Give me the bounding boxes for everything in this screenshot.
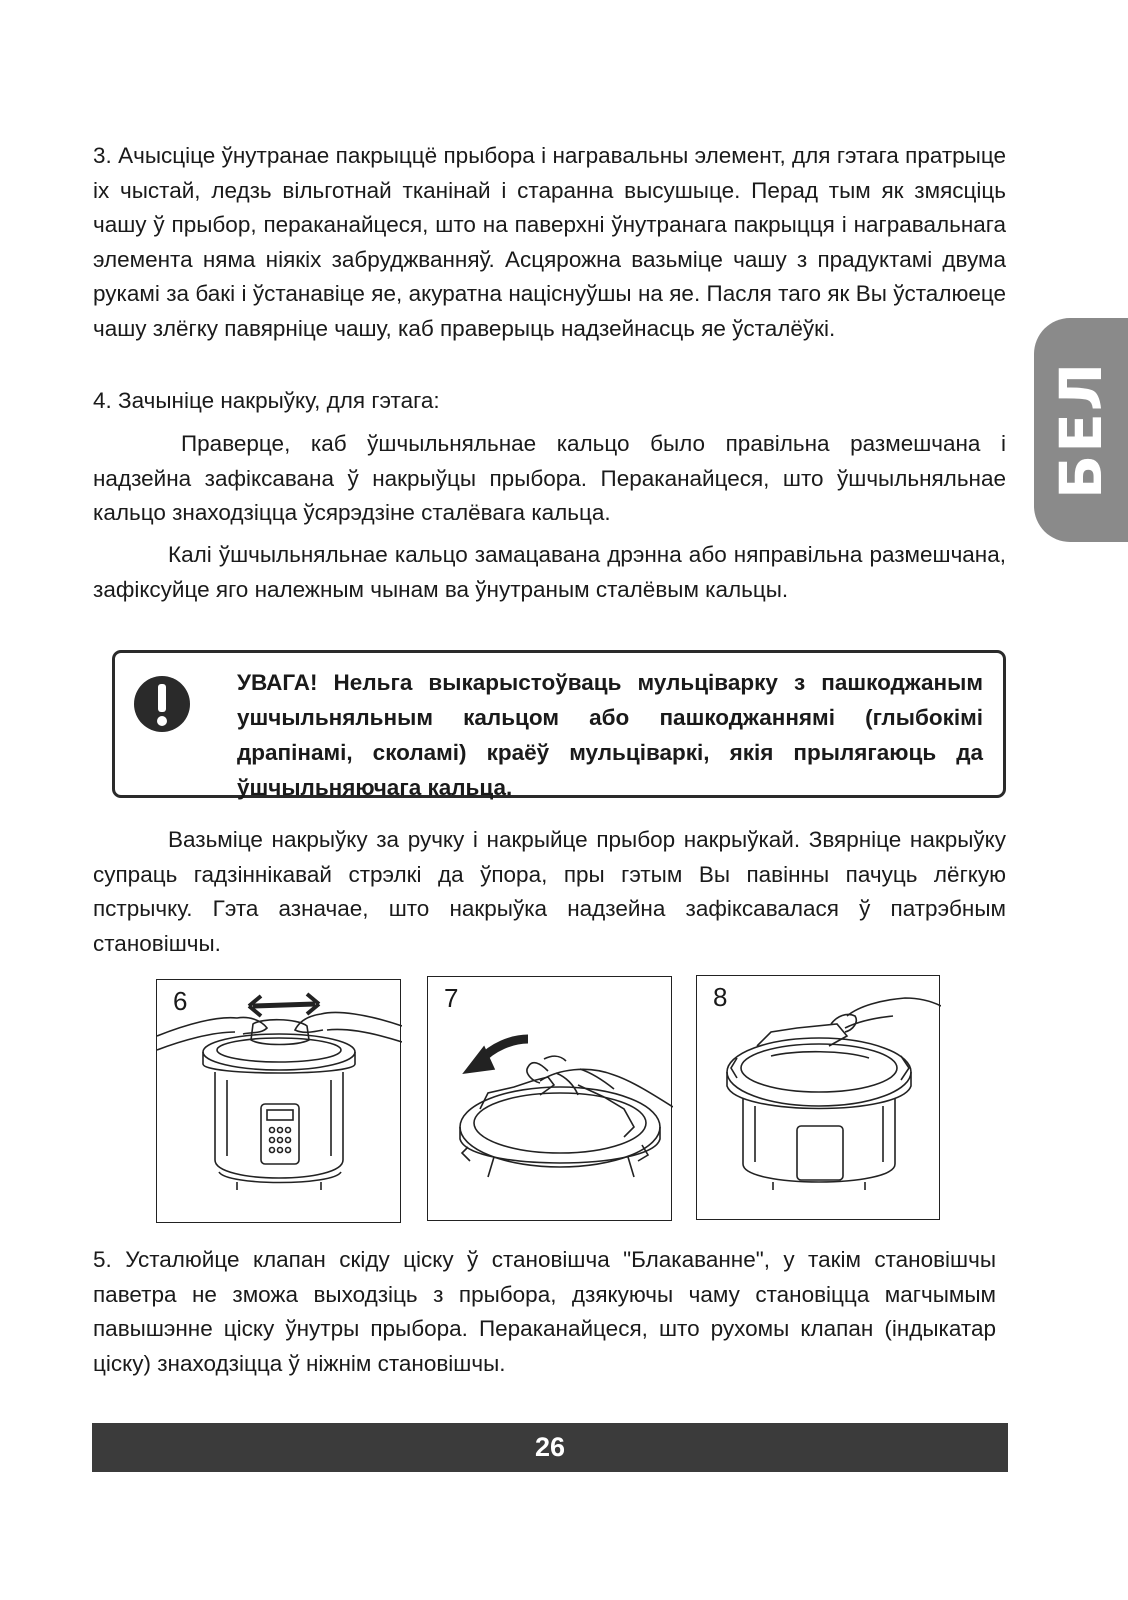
paragraph-step-5: 5. Усталюйце клапан скіду ціску ў становішча "Блакаванне", у такім становішчы паветра не зможа выходзіць з прыбора, дзякуючы чаму становіцца магчымым павышэнне ціску ўнутры прыбора. Пераканайцеся, што рухомы клапан (індыкатар ціску) знаходзіцца ў ніжнім становішчы. xyxy=(93,1247,996,1376)
paragraph-step-3: 3. Ачысціце ўнутранае пакрыццё прыбора і награвальны элемент, для гэтага пратрыце іх чыстай, ледзь вільготнай тканінай і старанна высушыце. Перад тым як змясціць чашу ў прыбор, пераканайцеся, што на паверхні ўнутранага пакрыцця і награвальнага элемента няма ніякіх забруджванняў. Асцярожна вазьміце чашу з прадуктамі двума рукамі за бакі і ўстанавіце яе, акуратна націснуўшы на яе. Пасля таго як Вы ўсталюеце чашу злёгку павярніце чашу, каб праверыць надзейнасць яе ўсталёўкі. xyxy=(93,143,1006,341)
paragraph-close-lid: Вазьміце накрыўку за ручку і накрыйце прыбор накрыўкай. Звярніце накрыўку супраць гадзіннікавай стрэлкі да ўпора, пры гэтым Вы павінны пачуць лёгкую пстрычку. Гэта азначае, што накрыўка надзейна зафіксавалася ў патрэбным становішчы. xyxy=(93,827,1006,956)
exclamation-icon xyxy=(133,675,191,733)
figure-8-number: 8 xyxy=(713,982,728,1012)
figure-7 xyxy=(427,976,672,1221)
figure-6-number: 6 xyxy=(173,986,188,1016)
lid-locked-illustration xyxy=(697,976,941,1221)
paragraph-fix-ring: Калі ўшчыльняльнае кальцо замацавана дрэнна або няправільна размешчана, зафіксуйце яго належным чынам ва ўнутраным сталёвым кальцы. xyxy=(93,542,1006,602)
paragraph-check-ring: Праверце, каб ўшчыльняльнае кальцо было правільна размешчана і надзейна зафіксавана ў накрыўцы прыбора. Пераканайцеся, што ўшчыльняльнае кальцо знаходзіцца ўсярэдзіне сталёвага кальца. xyxy=(93,431,1006,525)
page-number: 26 xyxy=(534,1432,566,1462)
warning-box xyxy=(112,650,1006,798)
lid-counterclockwise-illustration xyxy=(428,977,673,1222)
warning-text: УВАГА! Нельга выкарыстоўваць мульціварку з пашкоджаным ушчыльняльным кальцом або пашкоджаннямі (глыбокімі драпінамі, сколамі) краёў мульціваркі, якія прылягаюць да ўшчыльняючага кальца. xyxy=(237,670,983,800)
page-footer xyxy=(92,1423,1008,1472)
language-tab xyxy=(1034,318,1128,542)
figure-6 xyxy=(156,979,401,1223)
paragraph-step-4: 4. Зачыніце накрыўку, для гэтага: xyxy=(93,388,440,413)
cooker-lid-rotate-illustration xyxy=(157,980,402,1224)
language-tab-label: БЕЛ xyxy=(1047,360,1115,500)
figure-7-number: 7 xyxy=(444,983,459,1013)
figure-8 xyxy=(696,975,940,1220)
